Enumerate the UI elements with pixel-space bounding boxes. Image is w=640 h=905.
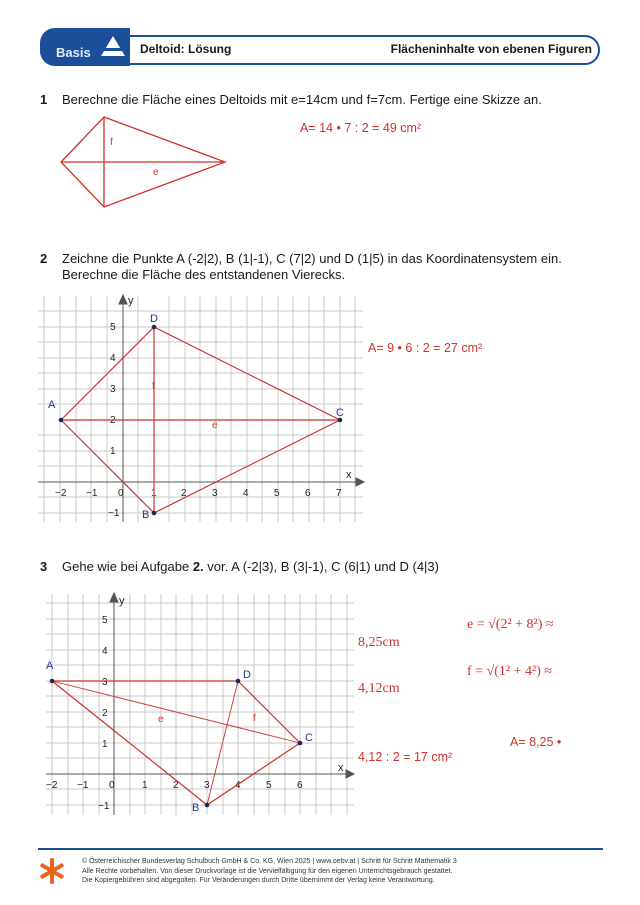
- task3-area-part1: A= 8,25 •: [510, 735, 562, 749]
- t3-point-B: B: [192, 802, 200, 814]
- t2-axis-x: x: [346, 469, 352, 481]
- task3-text: Gehe wie bei Aufgabe 2. vor. A (-2|3), B (3|-1), C (6|1) und D (4|3): [62, 559, 439, 574]
- t3-axis-x: x: [338, 762, 344, 774]
- t2-point-B: B: [142, 509, 150, 521]
- task3-coordinate-system: [38, 590, 358, 818]
- publisher-logo-icon: [40, 857, 64, 885]
- footer-divider: [38, 848, 603, 850]
- t3-point-C: C: [305, 732, 313, 744]
- t2-point-A: A: [48, 399, 56, 411]
- footer-line1: © Österreichischer Bundesverlag Schulbuch GmbH & Co. KG, Wien 2025 | www.oebv.at | Schritt für Schritt Mathematik 3: [82, 858, 457, 865]
- task3-e-value: 8,25cm: [358, 635, 400, 650]
- t3-ytick-4: 4: [102, 646, 108, 657]
- badge-label: Basis: [56, 45, 91, 60]
- task2-coordinate-system: [38, 292, 368, 524]
- task3-f-value: 4,12cm: [358, 681, 400, 696]
- t3-label-f: f: [253, 713, 256, 724]
- t3-xtick-7: 4: [235, 780, 241, 791]
- t3-point-A: A: [46, 660, 54, 672]
- t2-ytick-m1: −1: [108, 508, 120, 519]
- task1-label-e: e: [153, 167, 159, 178]
- t2-label-e: e: [212, 420, 218, 431]
- t2-xtick-3: 0: [118, 488, 124, 499]
- triangle-logo-icon: [100, 34, 126, 60]
- task1-number: 1: [40, 92, 48, 107]
- t2-ytick-3: 3: [110, 384, 116, 395]
- t2-xtick-7: 4: [243, 488, 249, 499]
- t2-xtick-6: 3: [212, 488, 218, 499]
- t3-ytick-3: 3: [102, 677, 108, 688]
- task2-number: 2: [40, 251, 48, 266]
- t3-axis-y: y: [119, 595, 125, 607]
- page-title: Deltoid: Lösung: [140, 42, 232, 56]
- t3-xtick-2: −1: [77, 780, 89, 791]
- t3-ytick-1: 1: [102, 739, 108, 750]
- t3-ytick-2: 2: [102, 708, 108, 719]
- t3-xtick-1: −2: [46, 780, 58, 791]
- t2-ytick-1: 1: [110, 446, 116, 457]
- page-topic: Flächeninhalte von ebenen Figuren: [390, 42, 592, 56]
- t2-ytick-5: 5: [110, 322, 116, 333]
- task2-answer: A= 9 • 6 : 2 = 27 cm²: [368, 341, 483, 355]
- t2-point-C: C: [336, 407, 344, 419]
- task1-answer: A= 14 • 7 : 2 = 49 cm²: [300, 121, 422, 135]
- t2-xtick-10: 7: [336, 488, 342, 499]
- t2-xtick-2: −1: [86, 488, 98, 499]
- level-badge: [40, 28, 130, 66]
- t2-axis-y: y: [128, 295, 134, 307]
- task2-text-line2: Berechne die Fläche des entstandenen Vierecks.: [62, 267, 346, 282]
- task1-label-f: f: [110, 137, 113, 148]
- t2-xtick-1: −2: [55, 488, 67, 499]
- footer-line3: Die Kopiergebühren sind abgegolten. Für Veränderungen durch Dritte übernimmt der Verlag keine Verantwortung.: [82, 877, 435, 884]
- t2-ytick-4: 4: [110, 353, 116, 364]
- t3-xtick-8: 5: [266, 780, 272, 791]
- task3-area-part2: 4,12 : 2 = 17 cm²: [358, 750, 453, 764]
- t2-label-f: f: [152, 381, 155, 392]
- t2-xtick-9: 6: [305, 488, 311, 499]
- task3-f-formula: f = √(1² + 4²) ≈: [467, 664, 553, 679]
- t3-xtick-5: 2: [173, 780, 179, 791]
- t3-label-e: e: [158, 714, 164, 725]
- t3-ytick-m1: −1: [98, 801, 110, 812]
- task3-e-formula: e = √(2² + 8²) ≈: [467, 617, 554, 632]
- t2-xtick-8: 5: [274, 488, 280, 499]
- t3-xtick-4: 1: [142, 780, 148, 791]
- task1-kite-sketch: [55, 112, 235, 212]
- t3-xtick-9: 6: [297, 780, 303, 791]
- t3-xtick-3: 0: [109, 780, 115, 791]
- t2-xtick-4: 1: [151, 488, 157, 499]
- t3-ytick-5: 5: [102, 615, 108, 626]
- t2-xtick-5: 2: [181, 488, 187, 499]
- task3-number: 3: [40, 559, 48, 574]
- task2-text-line1: Zeichne die Punkte A (-2|2), B (1|-1), C (7|2) und D (1|5) in das Koordinatensystem ein.: [62, 251, 562, 266]
- t3-point-D: D: [243, 669, 251, 681]
- t2-point-D: D: [150, 313, 158, 325]
- t3-xtick-6: 3: [204, 780, 210, 791]
- footer-text: [82, 857, 457, 886]
- task1-text: Berechne die Fläche eines Deltoids mit e=14cm und f=7cm. Fertige eine Skizze an.: [62, 92, 542, 107]
- footer-line2: Alle Rechte vorbehalten. Von dieser Druckvorlage ist die Vervielfältigung für den eigenen Unterrichtsgebrauch gestattet.: [82, 867, 453, 875]
- t2-ytick-2: 2: [110, 415, 116, 426]
